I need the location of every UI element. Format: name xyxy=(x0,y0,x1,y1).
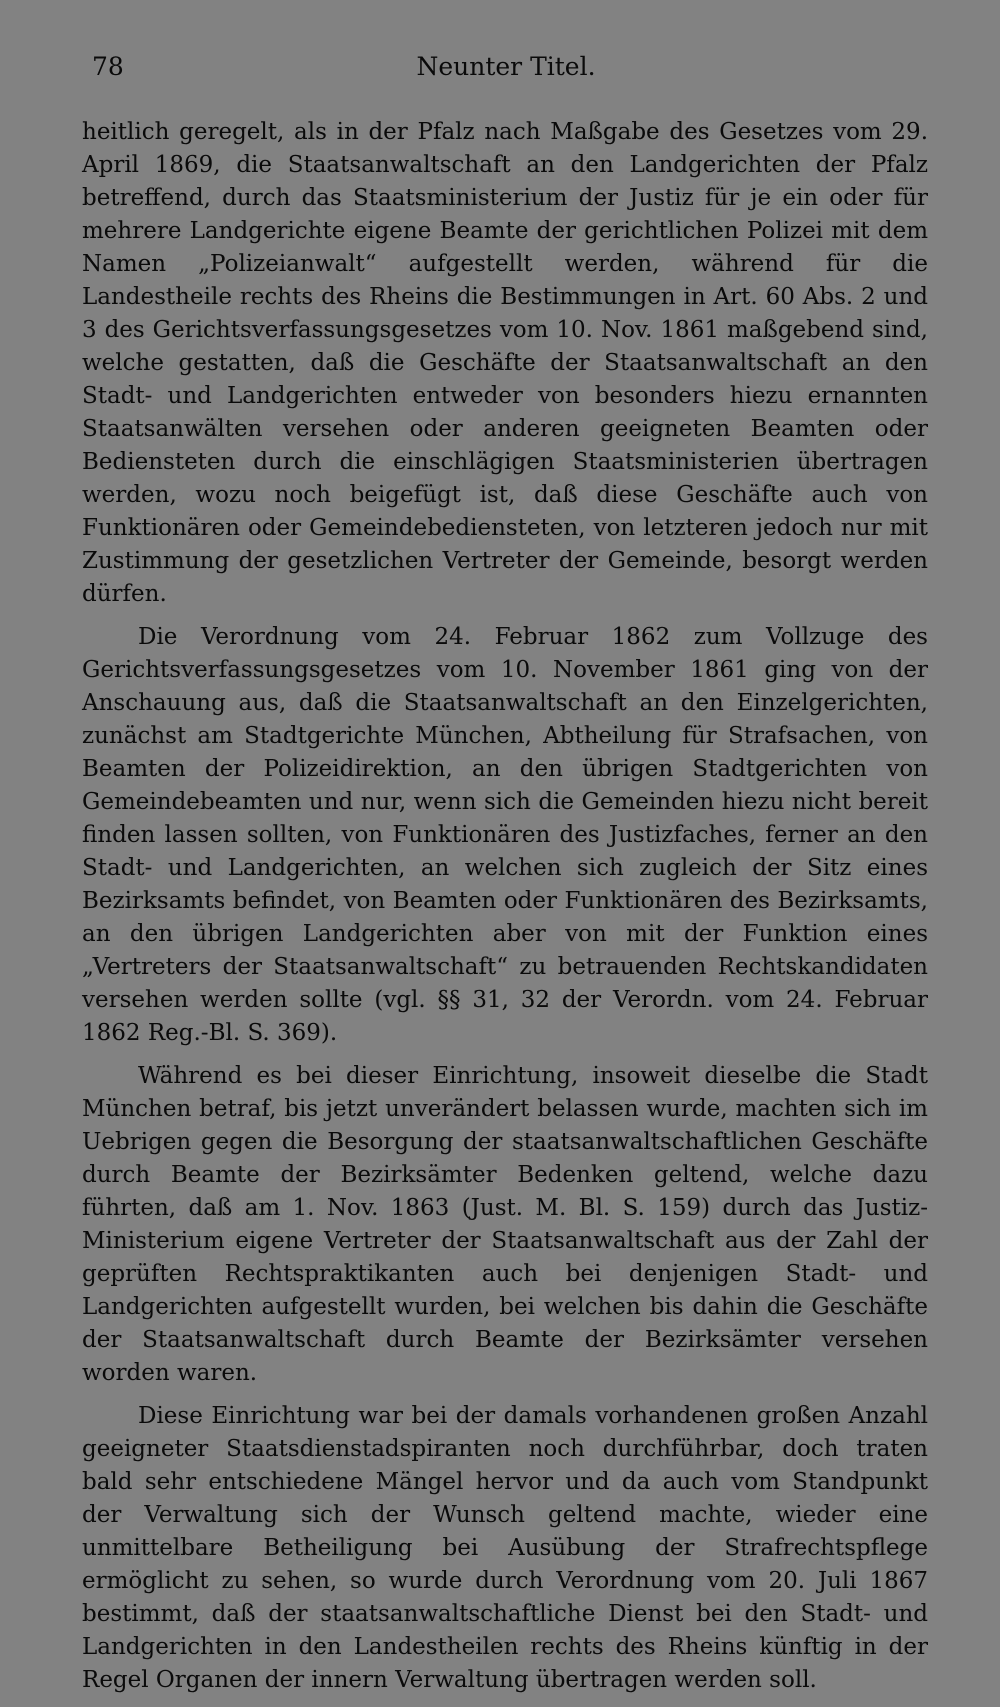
paragraph-2: Die Verordnung vom 24. Februar 1862 zum Vollzuge des Gerichtsverfassungsgesetzes vom 10. November 1861 ging von der Anschauung aus, daß die Staatsanwaltschaft an den Einzelgerichten, zunächst am Stadtgerichte München, Abtheilung für Strafsachen, von Beamten der Polizeidirektion, an den übrigen Stadtgerichten von Gemeindebeamten und nur, wenn sich die Gemeinden hiezu nicht bereit finden lassen sollten, von Funktionären des Justizfaches, ferner an den Stadt- und Landgerichten, an welchen sich zugleich der Sitz eines Bezirksamts befindet, von Beamten oder Funktionären des Bezirksamts, an den übrigen Landgerichten aber von mit der Funktion eines „Vertreters der Staatsanwaltschaft“ zu betrauenden Rechtskandidaten versehen werden sollte (vgl. §§ 31, 32 der Verordn. vom 24. Februar 1862 Reg.-Bl. S. 369). xyxy=(82,624,928,1046)
paragraph-1: heitlich geregelt, als in der Pfalz nach Maßgabe des Gesetzes vom 29. April 1869, die Staatsanwaltschaft an den Landgerichten der Pfalz betreffend, durch das Staatsministerium der Justiz für je ein oder für mehrere Landgerichte eigene Beamte der gerichtlichen Polizei mit dem Namen „Polizeianwalt“ aufgestellt werden, während für die Landestheile rechts des Rheins die Bestimmungen in Art. 60 Abs. 2 und 3 des Gerichtsverfassungsgesetzes vom 10. Nov. 1861 maßgebend sind, welche gestatten, daß die Geschäfte der Staatsanwaltschaft an den Stadt- und Landgerichten entweder von besonders hiezu ernannten Staatsanwälten versehen oder anderen geeigneten Beamten oder Bediensteten durch die einschlägigen Staatsministerien übertragen werden, wozu noch beigefügt ist, daß diese Geschäfte auch von Funktionären oder Gemeindebediensteten, von letzteren jedoch nur mit Zustimmung der gesetzlichen Vertreter der Gemeinde, besorgt werden dürfen. xyxy=(82,119,928,607)
paragraph-3: Während es bei dieser Einrichtung, insoweit dieselbe die Stadt München betraf, bis jetzt unverändert belassen wurde, machten sich im Uebrigen gegen die Besorgung der staatsanwaltschaftlichen Geschäfte durch Beamte der Bezirksämter Bedenken geltend, welche dazu führten, daß am 1. Nov. 1863 (Just. M. Bl. S. 159) durch das Justiz-Ministerium eigene Vertreter der Staatsanwaltschaft aus der Zahl der geprüften Rechtspraktikanten auch bei denjenigen Stadt- und Landgerichten aufgestellt wurden, bei welchen bis dahin die Geschäfte der Staatsanwaltschaft durch Beamte der Bezirksämter versehen worden waren. xyxy=(82,1063,928,1386)
body-text xyxy=(82,116,928,1707)
running-title: Neunter Titel. xyxy=(416,52,596,81)
page-number: 78 xyxy=(92,52,124,81)
paragraph-4: Diese Einrichtung war bei der damals vorhandenen großen Anzahl geeigneter Staatsdienstadspiranten noch durchführbar, doch traten bald sehr entschiedene Mängel hervor und da auch vom Standpunkt der Verwaltung sich der Wunsch geltend machte, wieder eine unmittelbare Betheiligung bei Ausübung der Strafrechtspflege ermöglicht zu sehen, so wurde durch Verordnung vom 20. Juli 1867 bestimmt, daß der staatsanwaltschaftliche Dienst bei den Stadt- und Landgerichten in den Landestheilen rechts des Rheins künftig in der Regel Organen der innern Verwaltung übertragen werden soll. xyxy=(82,1403,928,1693)
page-header xyxy=(84,52,928,88)
